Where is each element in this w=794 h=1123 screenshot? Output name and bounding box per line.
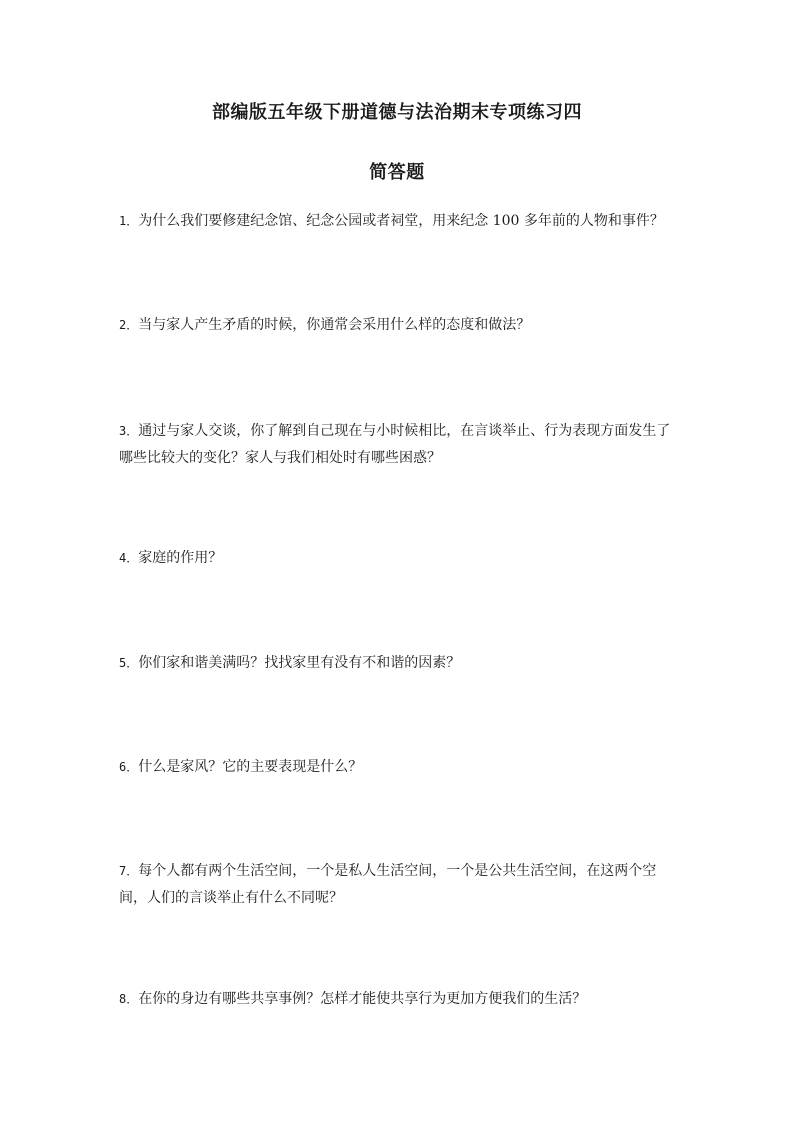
question-text: 当与家人产生矛盾的时候，你通常会采用什么样的态度和做法？ [138,317,531,333]
question-number: 4． [119,551,139,565]
question-text: 通过与家人交谈，你了解到自己现在与小时候相比，在言谈举止、行为表现方面发生了哪些比较大的变化？家人与我们相处时有哪些困惑？ [119,423,671,466]
question-number: 2． [119,318,139,332]
question-7 [119,858,679,912]
question-number: 6． [119,760,139,774]
question-number: 5． [119,656,139,670]
question-text: 你们家和谐美满吗？找找家里有没有不和谐的因素？ [138,655,461,671]
question-5 [119,650,679,677]
question-1 [119,208,679,235]
question-number: 1． [119,214,139,228]
section-title: 简答题 [369,162,425,183]
question-text: 家庭的作用？ [138,550,223,566]
question-4 [119,545,679,572]
question-text: 什么是家风？它的主要表现是什么？ [138,759,363,775]
question-number: 7． [119,864,139,878]
page-title: 部编版五年级下册道德与法治期末专项练习四 [212,102,582,123]
question-6 [119,754,679,781]
question-text: 在你的身边有哪些共享事例？怎样才能使共享行为更加方便我们的生活？ [138,991,587,1007]
question-8 [119,986,679,1013]
question-text: 每个人都有两个生活空间，一个是私人生活空间，一个是公共生活空间，在这两个空间，人们的言谈举止有什么不同呢？ [119,863,657,906]
question-2 [119,312,679,339]
question-number: 3． [119,424,139,438]
question-3 [119,418,679,472]
question-text: 为什么我们要修建纪念馆、纪念公园或者祠堂，用来纪念 100 多年前的人物和事件？ [138,213,664,229]
question-number: 8． [119,992,139,1006]
